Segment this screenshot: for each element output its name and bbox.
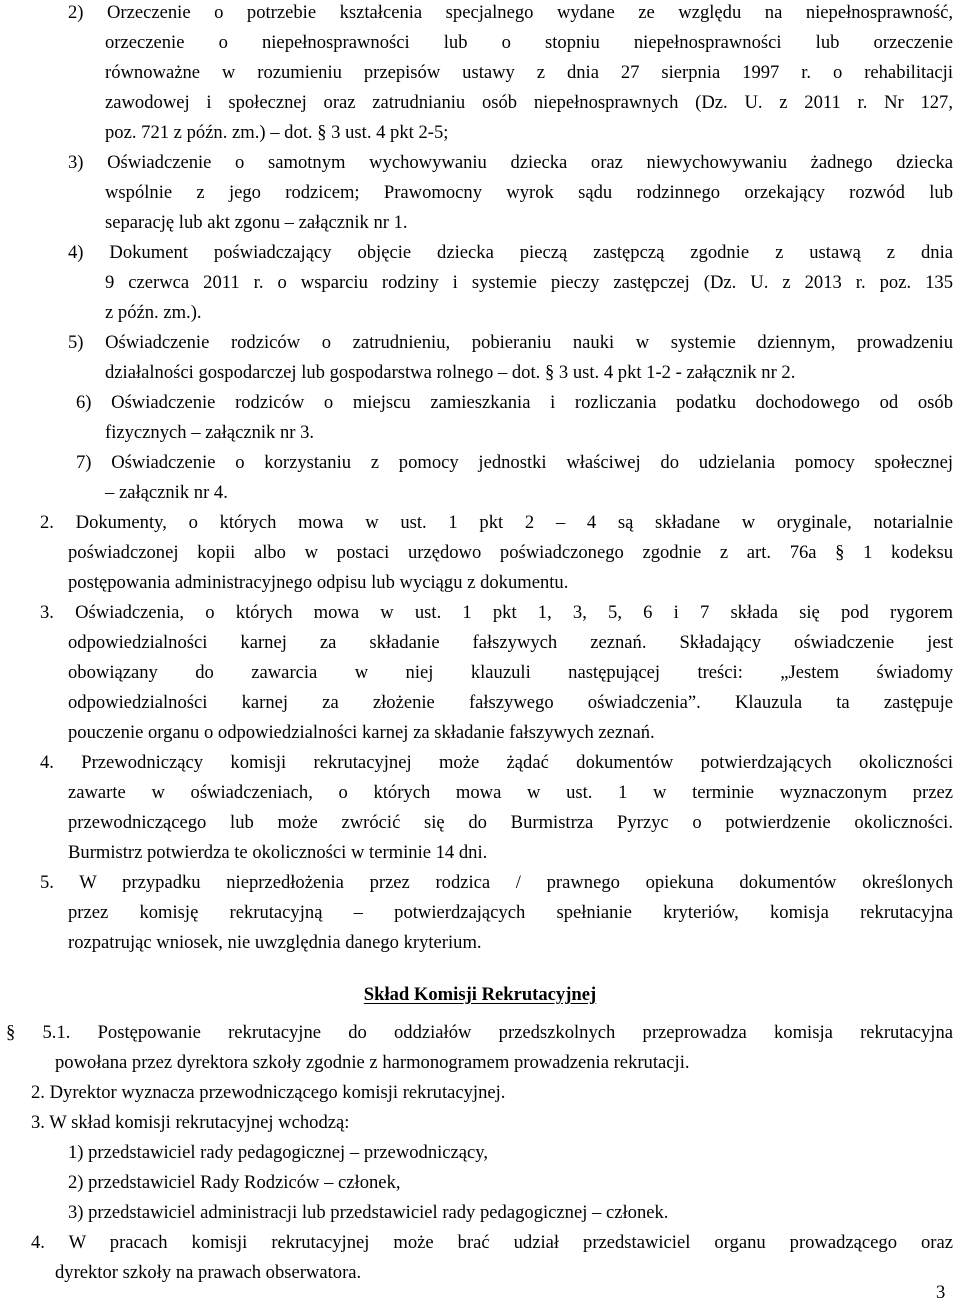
text-line: fizycznych – załącznik nr 3. [105,422,315,443]
text-line: odpowiedzialności karnej za składanie fałszywych zeznań. Składający oświadczenie jest [68,632,953,653]
text-line: 7) Oświadczenie o korzystaniu z pomocy jednostki właściwej do udzielania pomocy społecznej [76,452,953,473]
text-line: 1) przedstawiciel rady pedagogicznej – przewodniczący, [68,1142,489,1163]
text-line: 2. Dokumenty, o których mowa w ust. 1 pkt 2 – 4 są składane w oryginale, notarialnie [40,512,953,533]
text-line: przez komisję rekrutacyjną – potwierdzających spełnianie kryteriów, komisja rekrutacyjna [68,902,953,923]
text-line: 2. Dyrektor wyznacza przewodniczącego komisji rekrutacyjnej. [31,1082,506,1103]
text-line: 2) Orzeczenie o potrzebie kształcenia specjalnego wydane ze względu na niepełnosprawność, [68,2,953,23]
text-line: 4. Przewodniczący komisji rekrutacyjnej może żądać dokumentów potwierdzających okoliczności [40,752,953,773]
text-line: odpowiedzialności karnej za złożenie fałszywego oświadczenia”. Klauzula ta zastępuje [68,692,953,713]
text-line: zawarte w oświadczeniach, o których mowa w ust. 1 w terminie wyznaczonym przez [68,782,953,803]
text-line: 3) Oświadczenie o samotnym wychowywaniu dziecka oraz niewychowywaniu żadnego dziecka [68,152,953,173]
text-line: dyrektor szkoły na prawach obserwatora. [55,1262,362,1283]
text-line: 6) Oświadczenie rodziców o miejscu zamieszkania i rozliczania podatku dochodowego od osób [76,392,953,413]
text-line: 3. W skład komisji rekrutacyjnej wchodzą: [31,1112,350,1133]
text-line: równoważne w rozumieniu przepisów ustawy z dnia 27 sierpnia 1997 r. o rehabilitacji [105,62,953,83]
text-line: działalności gospodarczej lub gospodarstwa rolnego – dot. § 3 ust. 4 pkt 1-2 - załącznik nr 2. [105,362,796,383]
text-line: 2) przedstawiciel Rady Rodziców – członek, [68,1172,401,1193]
text-line: orzeczenie o niepełnosprawności lub o stopniu niepełnosprawności lub orzeczenie [105,32,953,53]
text-line: § 5.1. Postępowanie rekrutacyjne do oddziałów przedszkolnych przeprowadza komisja rekrutacyjna [6,1022,953,1043]
text-line: Burmistrz potwierdza te okoliczności w terminie 14 dni. [68,842,488,863]
text-line: z późn. zm.). [105,302,202,323]
text-line: 9 czerwca 2011 r. o wsparciu rodziny i systemie pieczy zastępczej (Dz. U. z 2013 r. poz. 135 [105,272,953,293]
text-line: – załącznik nr 4. [105,482,228,503]
page-number: 3 [936,1282,946,1303]
text-line: postępowania administracyjnego odpisu lub wyciągu z dokumentu. [68,572,569,593]
text-line: 5. W przypadku nieprzedłożenia przez rodzica / prawnego opiekuna dokumentów określonych [40,872,953,893]
text-line: separację lub akt zgonu – załącznik nr 1. [105,212,408,233]
section-heading: Skład Komisji Rekrutacyjnej [363,984,597,1005]
text-line: przewodniczącego lub może zwrócić się do Burmistrza Pyrzyc o potwierdzenie okoliczności. [68,812,953,833]
text-line: poświadczonej kopii albo w postaci urzędowo poświadczonego zgodnie z art. 76a § 1 kodeksu [68,542,953,563]
text-line: 3) przedstawiciel administracji lub przedstawiciel rady pedagogicznej – członek. [68,1202,669,1223]
text-line: wspólnie z jego rodzicem; Prawomocny wyrok sądu rodzinnego orzekający rozwód lub [105,182,953,203]
text-line: 4) Dokument poświadczający objęcie dziecka pieczą zastępczą zgodnie z ustawą z dnia [68,242,953,263]
text-line: 5) Oświadczenie rodziców o zatrudnieniu, pobieraniu nauki w systemie dziennym, prowadzeniu [68,332,953,353]
text-line: 4. W pracach komisji rekrutacyjnej może brać udział przedstawiciel organu prowadzącego oraz [31,1232,953,1253]
text-line: pouczenie organu o odpowiedzialności karnej za składanie fałszywych zeznań. [68,722,655,743]
text-line: powołana przez dyrektora szkoły zgodnie z harmonogramem prowadzenia rekrutacji. [55,1052,690,1073]
text-line: obowiązany do zawarcia w niej klauzuli następującej treści: „Jestem świadomy [68,662,953,683]
text-line: 3. Oświadczenia, o których mowa w ust. 1 pkt 1, 3, 5, 6 i 7 składa się pod rygorem [40,602,953,623]
text-line: zawodowej i społecznej oraz zatrudnianiu osób niepełnosprawnych (Dz. U. z 2011 r. Nr 127, [105,92,953,113]
text-line: rozpatrując wniosek, nie uwzględnia danego kryterium. [68,932,482,953]
text-line: poz. 721 z późn. zm.) – dot. § 3 ust. 4 pkt 2-5; [105,122,449,143]
